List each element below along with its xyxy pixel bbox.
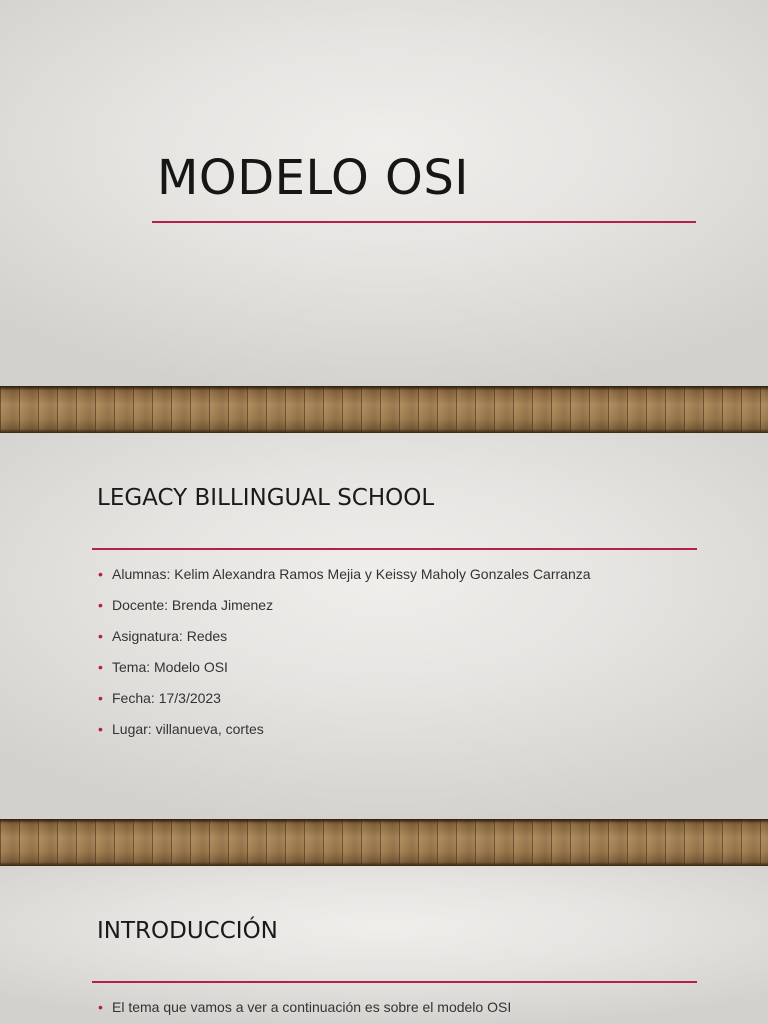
- bullet-icon: •: [98, 721, 103, 737]
- intro-bullet-list: [98, 998, 511, 1024]
- bullet-text: Tema: Modelo OSI: [112, 659, 228, 675]
- bullet-icon: •: [98, 690, 103, 706]
- bullet-text: Alumnas: Kelim Alexandra Ramos Mejia y Keissy Maholy Gonzales Carranza: [112, 566, 591, 582]
- bullet-text: El tema que vamos a ver a continuación es sobre el modelo OSI: [112, 999, 512, 1015]
- bullet-text: Asignatura: Redes: [112, 628, 228, 644]
- bullet-icon: •: [98, 628, 103, 644]
- list-item: [98, 998, 511, 1024]
- bullet-text: Fecha: 17/3/2023: [112, 690, 221, 706]
- list-item: [98, 658, 591, 689]
- title-divider: [152, 221, 696, 223]
- bullet-icon: •: [98, 999, 103, 1015]
- bullet-icon: •: [98, 659, 103, 675]
- bullet-icon: •: [98, 597, 103, 613]
- slide-intro-heading: INTRODUCCIÓN: [97, 918, 278, 944]
- info-bullet-list: [98, 565, 591, 751]
- heading-divider: [92, 548, 697, 550]
- wood-floor-divider: [0, 819, 768, 866]
- slide-title-heading: MODELO OSI: [157, 150, 469, 206]
- bullet-icon: •: [98, 566, 103, 582]
- list-item: [98, 689, 591, 720]
- bullet-text: Lugar: villanueva, cortes: [112, 721, 264, 737]
- list-item: [98, 596, 591, 627]
- wood-floor-divider: [0, 386, 768, 433]
- slide-info-heading: LEGACY BILLINGUAL SCHOOL: [97, 485, 435, 511]
- heading-divider: [92, 981, 697, 983]
- list-item: [98, 720, 591, 751]
- slide-title: [0, 0, 768, 386]
- list-item: [98, 565, 591, 596]
- slide-intro: [0, 866, 768, 1024]
- bullet-text: Docente: Brenda Jimenez: [112, 597, 274, 613]
- list-item: [98, 627, 591, 658]
- slide-info: [0, 433, 768, 819]
